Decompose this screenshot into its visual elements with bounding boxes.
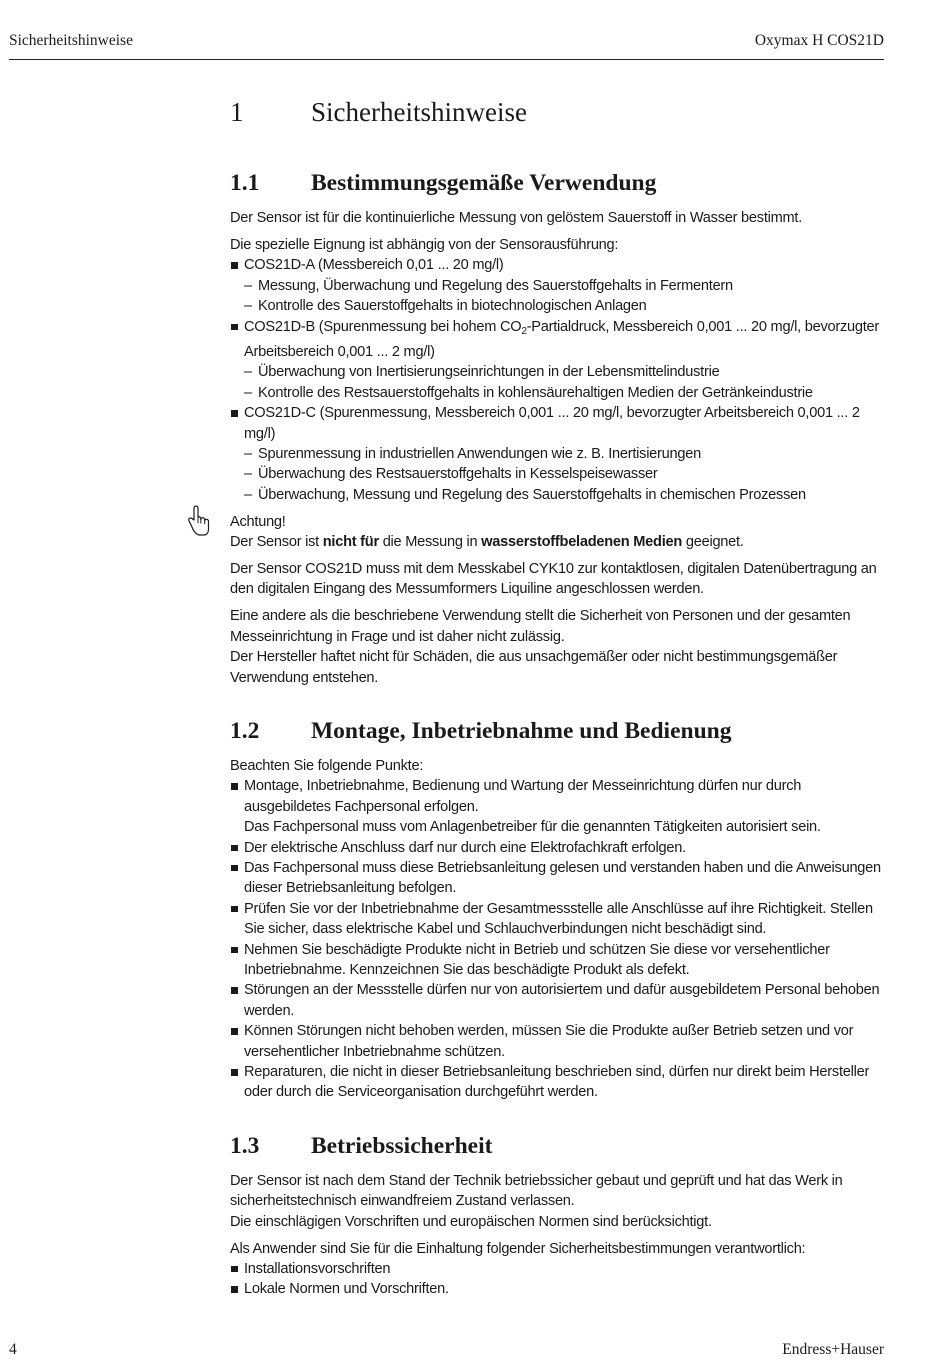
sub-item: – Überwachung, Messung und Regelung des Sauerstoffgehalts in chemischen Prozessen	[230, 485, 886, 505]
variant-b-text-cont: -Partialdruck, Messbereich 0,001 ... 20 mg/l, bevorzugter Arbeitsbereich 0,001 ... 2 mg/l)	[244, 318, 880, 360]
section-intended-use	[230, 168, 886, 688]
paragraph-group	[230, 606, 886, 688]
safety-regulations	[230, 1239, 886, 1300]
paragraph: Der Sensor COS21D muss mit dem Messkabel CYK10 zur kontaktlosen, digitalen Datenübertragung an den digitalen Eingang des Messumformers Liquiline angeschlossen werden.	[230, 561, 877, 598]
sub-item: – Messung, Überwachung und Regelung des Sauerstoffgehalts in Fermentern	[230, 276, 886, 296]
sub-item: – Überwachung des Restsauerstoffgehalts in Kesselspeisewasser	[230, 464, 886, 484]
paragraph: Die einschlägigen Vorschriften und europäischen Normen sind berücksichtigt.	[230, 1213, 712, 1230]
list-intro: Beachten Sie folgende Punkte:	[230, 757, 424, 774]
sub-item: – Kontrolle des Restsauerstoffgehalts in kohlensäurehaltigen Medien der Getränkeindustrie	[230, 383, 886, 403]
sensor-variants	[230, 235, 886, 505]
page-body	[230, 94, 886, 1306]
caution-text	[230, 532, 886, 552]
pointing-hand-icon	[184, 504, 212, 538]
header-rule	[9, 59, 884, 60]
paragraph: Der Hersteller haftet nicht für Schäden, die aus unsachgemäßer oder nicht bestimmungsgemäßer Verwendung entstehen.	[230, 649, 838, 686]
caution-text-part: Der Sensor ist	[230, 534, 323, 551]
section-title: Bestimmungsgemäße Verwendung	[311, 170, 657, 196]
list-item: Störungen an der Messstelle dürfen nur von autorisiertem und dafür ausgebildetem Personal behoben werden.	[230, 980, 886, 1021]
list-item-cos21d-a: COS21D-A (Messbereich 0,01 ... 20 mg/l)	[230, 255, 886, 275]
section-title: Montage, Inbetriebnahme und Bedienung	[311, 717, 732, 744]
list-item: Reparaturen, die nicht in dieser Betriebsanleitung beschrieben sind, dürfen nur direkt beim Hersteller oder durch die Serviceorganisation durchgeführt werden.	[230, 1062, 886, 1103]
list-item: Nehmen Sie beschädigte Produkte nicht in Betrieb und schützen Sie diese vor versehentlicher Inbetriebnahme. Kennzeichnen Sie das beschädigte Produkt als defekt.	[230, 940, 886, 981]
paragraph: Der Sensor ist für die kontinuierliche Messung von gelöstem Sauerstoff in Wasser bestimmt.	[230, 210, 803, 226]
variant-b-text: COS21D-B (Spurenmessung bei hohem CO	[244, 318, 522, 335]
section-title: Betriebssicherheit	[311, 1132, 493, 1159]
list-item: Montage, Inbetriebnahme, Bedienung und Wartung der Messeinrichtung dürfen nur durch ausgebildetes Fachpersonal erfolgen.	[230, 776, 886, 817]
list-item-cos21d-c: COS21D-C (Spurenmessung, Messbereich 0,001 ... 20 mg/l, bevorzugter Arbeitsbereich 0,001 ... 2 mg/l)	[230, 403, 886, 444]
sub-item: – Spurenmessung in industriellen Anwendungen wie z. B. Inertisierungen	[230, 444, 886, 464]
chapter-number: 1	[230, 97, 244, 127]
section-heading	[230, 168, 886, 198]
running-header-product: Oxymax H COS21D	[754, 32, 884, 49]
list-item-continuation: Das Fachpersonal muss vom Anlagenbetreiber für die genannten Tätigkeiten autorisiert sein.	[244, 819, 821, 836]
section-number: 1.1	[230, 170, 260, 196]
list-intro: Als Anwender sind Sie für die Einhaltung folgender Sicherheitsbestimmungen verantwortlich:	[230, 1240, 806, 1257]
subscript: 2	[521, 325, 527, 337]
brand-footer: Endress+Hauser	[782, 1341, 884, 1358]
caution-note	[230, 512, 886, 553]
list-intro: Die spezielle Eignung ist abhängig von der Sensorausführung:	[230, 236, 619, 253]
section-number: 1.2	[230, 717, 260, 744]
section-operational-safety	[230, 1131, 886, 1300]
caution-text-part: die Messung in	[378, 534, 482, 551]
list-item: Prüfen Sie vor der Inbetriebnahme der Gesamtmessstelle alle Anschlüsse auf ihre Richtigkeit. Stellen Sie sicher, dass elektrische Kabel und Schlauchverbindungen nicht beschädigt sind.	[230, 899, 886, 940]
paragraph-group	[230, 1171, 886, 1232]
list-item: Installationsvorschriften	[230, 1259, 886, 1279]
chapter-heading	[230, 94, 886, 130]
running-header-title: Sicherheitshinweise	[9, 32, 133, 49]
page-number: 4	[9, 1341, 17, 1358]
caution-text-part: geeignet.	[682, 534, 744, 551]
paragraph: Eine andere als die beschriebene Verwendung stellt die Sicherheit von Personen und der gesamten Messeinrichtung in Frage und ist daher nicht zulässig.	[230, 608, 851, 645]
caution-emphasis: wasserstoffbeladenen Medien	[481, 534, 683, 551]
sub-item: – Überwachung von Inertisierungseinrichtungen in der Lebensmittelindustrie	[230, 362, 886, 382]
caution-label: Achtung!	[230, 513, 286, 530]
section-heading	[230, 716, 886, 746]
chapter-title: Sicherheitshinweise	[311, 97, 527, 127]
list-item: Können Störungen nicht behoben werden, müssen Sie die Produkte außer Betrieb setzen und vor versehentlicher Inbetriebnahme schützen.	[230, 1021, 886, 1062]
section-number: 1.3	[230, 1132, 260, 1159]
list-item: Das Fachpersonal muss diese Betriebsanleitung gelesen und verstanden haben und die Anweisungen dieser Betriebsanleitung befolgen.	[230, 858, 886, 899]
list-item: Lokale Normen und Vorschriften.	[230, 1279, 886, 1299]
installation-points	[230, 756, 886, 1103]
section-heading	[230, 1131, 886, 1161]
list-item-cos21d-b	[230, 317, 886, 363]
sub-item: – Kontrolle des Sauerstoffgehalts in biotechnologischen Anlagen	[230, 296, 886, 316]
list-item: Der elektrische Anschluss darf nur durch eine Elektrofachkraft erfolgen.	[230, 838, 886, 858]
section-installation	[230, 716, 886, 1103]
caution-emphasis: nicht für	[322, 534, 379, 551]
paragraph: Der Sensor ist nach dem Stand der Technik betriebssicher gebaut und geprüft und hat das Werk in sicherheitstechnisch einwandfreiem Zustand verlassen.	[230, 1172, 843, 1210]
